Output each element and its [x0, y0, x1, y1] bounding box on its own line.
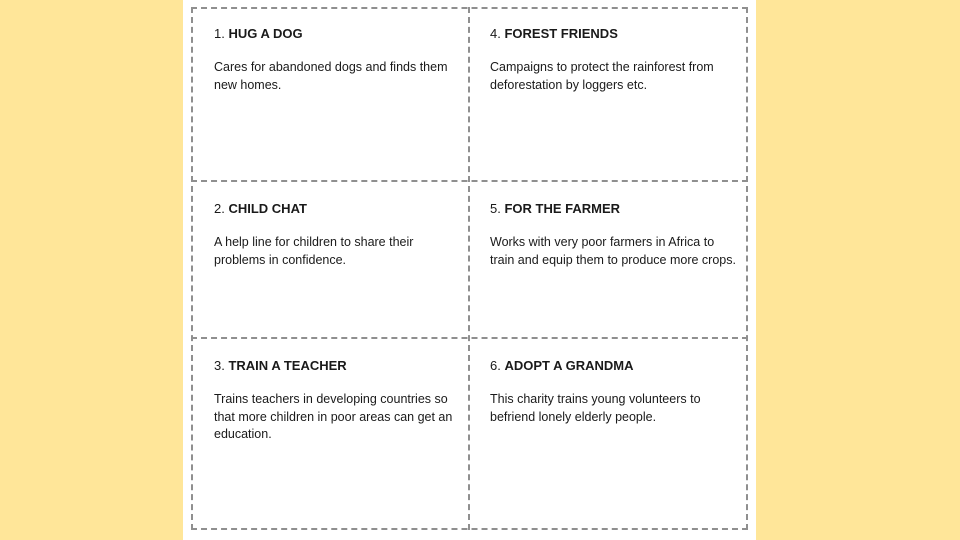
card-number: 6. — [490, 358, 501, 373]
card-number: 4. — [490, 26, 501, 41]
horizontal-cut-line — [191, 337, 748, 339]
horizontal-cut-line — [191, 180, 748, 182]
card-description: Campaigns to protect the rainforest from deforestation by loggers etc. — [490, 60, 714, 92]
card-title — [214, 358, 464, 374]
card-title — [214, 26, 464, 42]
card-name: FOR THE FARMER — [504, 201, 621, 216]
card-name: HUG A DOG — [228, 26, 303, 41]
card-description: Works with very poor farmers in Africa to train and equip them to produce more crops. — [490, 235, 736, 267]
card-description: A help line for children to share their problems in confidence. — [214, 235, 414, 267]
card-description: Cares for abandoned dogs and finds them new homes. — [214, 60, 448, 92]
card-title — [214, 201, 464, 217]
card-description: This charity trains young volunteers to befriend lonely elderly people. — [490, 392, 701, 424]
charity-card-hug-a-dog — [214, 26, 464, 94]
card-title — [490, 358, 740, 374]
charity-card-train-a-teacher — [214, 358, 464, 444]
vertical-cut-line — [468, 7, 470, 530]
charity-card-for-the-farmer — [490, 201, 740, 269]
card-name: FOREST FRIENDS — [504, 26, 618, 41]
charity-card-forest-friends — [490, 26, 740, 94]
card-title — [490, 26, 740, 42]
charity-card-adopt-a-grandma — [490, 358, 740, 426]
card-name: TRAIN A TEACHER — [228, 358, 347, 373]
card-name: ADOPT A GRANDMA — [504, 358, 634, 373]
card-number: 2. — [214, 201, 225, 216]
card-number: 1. — [214, 26, 225, 41]
card-number: 5. — [490, 201, 501, 216]
charity-card-child-chat — [214, 201, 464, 269]
card-description: Trains teachers in developing countries so that more children in poor areas can get an education. — [214, 392, 453, 441]
card-title — [490, 201, 740, 217]
card-number: 3. — [214, 358, 225, 373]
card-name: CHILD CHAT — [228, 201, 307, 216]
